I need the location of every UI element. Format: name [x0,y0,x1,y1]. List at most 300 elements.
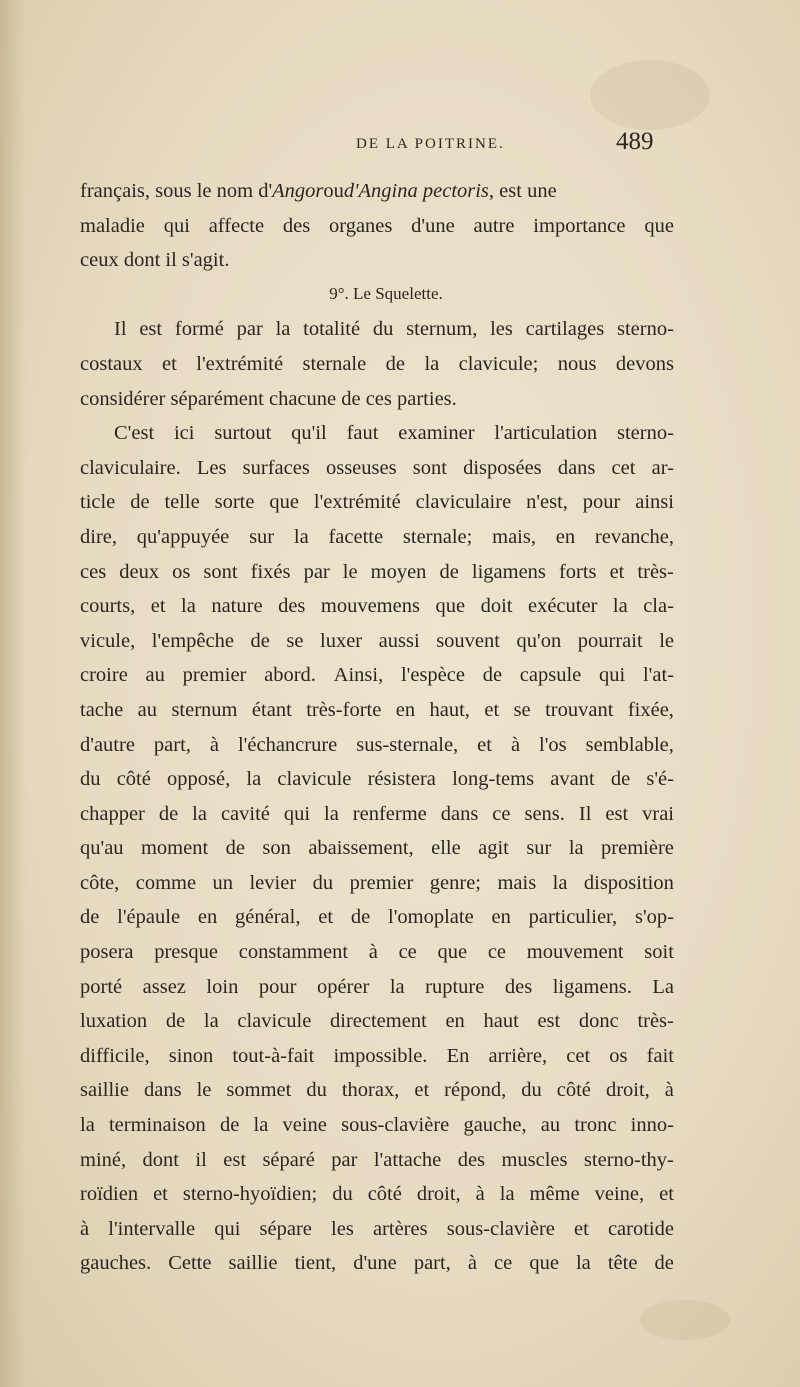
word: sus-sternale, [356,733,459,756]
word: luxer [320,629,363,652]
word: et [659,1183,674,1206]
word: à [664,1079,674,1102]
word: luxation [80,1010,148,1033]
word: ar- [651,456,674,479]
word: deux [119,560,160,583]
word: s'é- [646,768,674,791]
text-line [80,831,674,866]
word: haut [483,1010,519,1033]
word: du [80,768,101,791]
word: la [246,768,262,791]
text-line [80,1212,674,1247]
word: de [385,352,406,375]
word: claviculaire. [80,456,181,479]
word: cartilages [525,318,605,341]
word: thorax, [341,1079,400,1102]
word: qui [214,1217,241,1240]
word: à [368,941,378,964]
word: se [513,698,531,721]
word: et [153,1183,168,1206]
word: de [130,491,150,514]
word: droit, [416,1183,461,1206]
word: loin [206,975,239,998]
word: la [192,802,207,825]
word: les [490,318,513,341]
word: particulier, [528,906,618,929]
word: autre [473,214,515,237]
text-line-content: ceux dont il s'agit. [80,249,230,272]
word: l'os [539,733,567,756]
word: à [475,1183,485,1206]
word: sterno- [616,422,674,445]
word: sternum, [406,318,478,341]
word: surfaces [242,456,310,479]
word: l'échancrure [237,733,338,756]
word: mouvemens [320,595,420,618]
word: étant [251,698,292,721]
word: la [575,1252,591,1275]
text-line [80,555,674,590]
text-run: ou [323,180,344,202]
word: la [568,837,584,860]
word: comme [135,871,197,894]
word: C'est [114,422,155,445]
word: de [225,837,245,860]
text-line [80,416,674,451]
word: constamment [238,941,349,964]
word: l'attache [373,1148,442,1171]
word: Cette [168,1252,212,1275]
text-line [80,1246,674,1281]
word: clavicule; [458,352,539,375]
word: que [269,491,299,514]
word: et [162,352,177,375]
word: sorte [214,491,255,514]
word: les [331,1217,354,1240]
word: du [521,1079,542,1102]
word: arrière, [488,1044,548,1067]
word: en [197,906,218,929]
word: des [504,975,533,998]
word: la [181,595,196,618]
word: au [137,698,158,721]
word: chapper [80,802,145,825]
word: est [537,1010,561,1033]
text-line [80,1073,674,1108]
word: clavicule [277,768,352,791]
word: que [644,214,674,237]
word: le [659,629,674,652]
word: organes [328,214,393,237]
word: séparé [262,1148,315,1171]
word: le [342,560,358,583]
word: moment [140,837,209,860]
text-line [80,1108,674,1143]
word: semblable, [585,733,674,756]
text-line-content: considérer séparément chacune de ces parties. [80,387,457,410]
word: par [331,1148,358,1171]
word: nature [211,595,263,618]
text-line [80,658,674,693]
word: en [395,698,416,721]
word: totalité [303,318,361,341]
word: côté [116,768,151,791]
word: des [278,595,306,618]
word: à [209,733,219,756]
word: nous [557,352,597,375]
text-line [80,970,674,1005]
word: rupture [425,975,485,998]
word: du [372,318,394,341]
word: dire, [80,525,117,548]
word: levier [249,871,297,894]
word: ce [487,941,507,964]
word: général, [235,906,301,929]
word: de [165,1010,186,1033]
word: la [203,1010,219,1033]
word: ligamens [471,560,546,583]
word: premier [349,871,414,894]
text-line [80,209,674,244]
word: devons [615,352,674,375]
word: pourrait [577,629,643,652]
word: sur [526,837,552,860]
paragraph-lines [80,312,674,1281]
word: l'extrémité [313,491,401,514]
text-line [80,243,674,278]
word: part, [153,733,191,756]
paper-stain [640,1300,730,1340]
word: affecte [208,214,265,237]
word: par [303,560,330,583]
word: très- [637,560,674,583]
word: renferme [352,802,427,825]
word: que [435,595,466,618]
word: s'op- [634,906,674,929]
word: sternale [302,352,367,375]
word: l'articulation [494,422,598,445]
word: abaissement, [308,837,414,860]
text-run: français, sous le nom d' [80,180,273,202]
paper-stain [590,60,710,130]
word: et [484,698,500,721]
word: gauche, [463,1114,527,1137]
text-line [80,797,674,832]
word: et [318,906,334,929]
word: ce [494,1252,513,1275]
word: l'at- [642,664,674,687]
word: qu'appuyée [136,525,230,548]
word: et [414,1079,430,1102]
word: abord. [264,664,316,687]
word: croire [80,664,128,687]
word: est [605,802,629,825]
word: l'espèce [400,664,465,687]
text-line-content [80,174,557,209]
text-line [80,520,674,555]
word: os [172,560,191,583]
word: qu'on [516,629,562,652]
word: ici [173,422,195,445]
word: saillie [80,1079,129,1102]
word: en [445,1010,465,1033]
word: muscles [501,1148,568,1171]
word: miné, [80,1148,127,1171]
word: long-tems [452,768,535,791]
word: et [477,733,492,756]
word: assez [142,975,186,998]
word: revanche, [594,525,674,548]
word: ce [398,941,417,964]
word: carotide [607,1217,674,1240]
word: disposées [463,456,542,479]
word: fixés [250,560,291,583]
word: doit [480,595,513,618]
word: difficile, [80,1044,150,1067]
word: qui [599,664,626,687]
text-line [80,1177,674,1212]
word: cavité [220,802,270,825]
text-line [80,1039,674,1074]
word: En [446,1044,470,1067]
text-line [80,382,674,417]
word: droit, [605,1079,650,1102]
word: sont [203,560,238,583]
text-line [80,485,674,520]
word: inno- [630,1114,674,1137]
word: mais, [492,525,536,548]
word: qu'il [291,422,327,445]
word: de [158,802,179,825]
word: Il [114,318,127,341]
word: à [467,1252,477,1275]
page-number: 489 [616,128,654,155]
word: ce [492,802,511,825]
word: premier [182,664,247,687]
word: très- [637,1010,674,1033]
word: mouvement [526,941,624,964]
word: l'intervalle [108,1217,196,1240]
word: l'épaule [117,906,181,929]
word: agit [478,837,509,860]
word: de [219,1114,240,1137]
text-line [80,693,674,728]
word: pour [582,491,621,514]
running-head: DE LA POITRINE. [356,136,505,152]
word: résistera [367,768,436,791]
word: son [262,837,291,860]
word: La [652,975,674,998]
word: cla- [643,595,674,618]
word: vrai [642,802,674,825]
word: sterno-hyoïdien; [182,1183,318,1206]
word: en [491,906,511,929]
word: directement [330,1010,427,1033]
word: ligamens. [552,975,632,998]
word: formé [174,318,224,341]
word: la [612,595,628,618]
word: se [286,629,304,652]
word: que [529,1252,559,1275]
word: facette [328,525,384,548]
word: terminaison [108,1114,206,1137]
text-run: , est une [488,180,557,202]
word: et [609,560,625,583]
word: soit [644,941,674,964]
word: veine, [594,1183,645,1206]
word: l'extrémité [196,352,284,375]
word: mais [497,871,537,894]
word: un [212,871,234,894]
word: n'est, [526,491,568,514]
word: part, [413,1252,451,1275]
word: costaux [80,352,143,375]
word: en [555,525,576,548]
word: au [145,664,165,687]
word: qui [163,214,190,237]
word: roïdien [80,1183,139,1206]
word: aussi [378,629,420,652]
word: tête [607,1252,638,1275]
word: forts [558,560,597,583]
word: des [282,214,311,237]
word: veine [282,1114,327,1137]
word: l'omoplate [388,906,474,929]
word: qui [283,802,311,825]
page-header [0,128,800,168]
word: d'une [411,214,455,237]
word: courts, [80,595,136,618]
word: ainsi [635,491,674,514]
word: d'autre [80,733,135,756]
body-text [80,174,674,1281]
word: du [306,1079,327,1102]
word: cet [566,1044,591,1067]
word: de [654,1252,674,1275]
word: la [275,318,291,341]
word: haut, [429,698,470,721]
word: fixée, [627,698,674,721]
word: importance [533,214,626,237]
word: porté [80,975,123,998]
word: la [499,1183,515,1206]
word: fait [646,1044,674,1067]
word: la [424,352,440,375]
word: à [80,1217,90,1240]
word: de [439,560,459,583]
word: donc [578,1010,619,1033]
word: gauches. [80,1252,152,1275]
word: que [437,941,468,964]
word: côté [556,1079,591,1102]
word: capsule [519,664,582,687]
word: est [139,318,163,341]
word: même [529,1183,580,1206]
word: dont [142,1148,179,1171]
word: à [510,733,521,756]
word: moyen [370,560,427,583]
word: tient, [294,1252,337,1275]
word: saillie [228,1252,278,1275]
word: artères [372,1217,428,1240]
word: la [324,802,339,825]
word: l'empêche [151,629,234,652]
text-line [80,451,674,486]
word: et [574,1217,589,1240]
word: cet [611,456,636,479]
word: est [223,1148,247,1171]
word: de [250,629,270,652]
word: os [609,1044,628,1067]
word: le [196,1079,212,1102]
text-line [80,728,674,763]
text-line [80,935,674,970]
word: des [457,1148,486,1171]
word: côté [367,1183,402,1206]
word: opposé, [167,768,231,791]
word: sens. [524,802,565,825]
word: la [253,1114,269,1137]
italic-term: d'Angina pectoris [343,180,489,202]
word: opérer [316,975,370,998]
word: dans [557,456,596,479]
word: et [150,595,166,618]
word: sous-clavière [341,1114,450,1137]
word: posera [80,941,134,964]
word: examiner [398,422,475,445]
word: de [482,664,503,687]
text-line [80,347,674,382]
word: Il [578,802,592,825]
italic-term: Angor [272,180,324,202]
word: qu'au [80,837,124,860]
word: claviculaire [415,491,512,514]
word: sous-clavière [446,1217,555,1240]
text-line [80,1004,674,1039]
text-line [80,900,674,935]
word: première [601,837,674,860]
word: exécuter [527,595,598,618]
text-line [80,1143,674,1178]
text-line [80,624,674,659]
word: la [389,975,405,998]
word: sterno-thy- [583,1148,674,1171]
word: avant [550,768,595,791]
page-edge-shadow [0,0,26,1387]
word: du [332,1183,353,1206]
word: dans [143,1079,182,1102]
word: Les [196,456,227,479]
word: côte, [80,871,120,894]
word: la [552,871,568,894]
word: maladie [80,214,145,237]
word: sterno- [617,318,674,341]
word: au [540,1114,561,1137]
word: il [195,1148,207,1171]
word: sont [412,456,447,479]
text-line [80,312,674,347]
word: elle [431,837,461,860]
text-line [80,589,674,624]
word: de [610,768,631,791]
word: osseuses [325,456,397,479]
word: surtout [214,422,272,445]
word: impossible. [333,1044,428,1067]
text-line [80,866,674,901]
word: genre; [429,871,481,894]
word: sternale; [402,525,473,548]
word: de [350,906,371,929]
